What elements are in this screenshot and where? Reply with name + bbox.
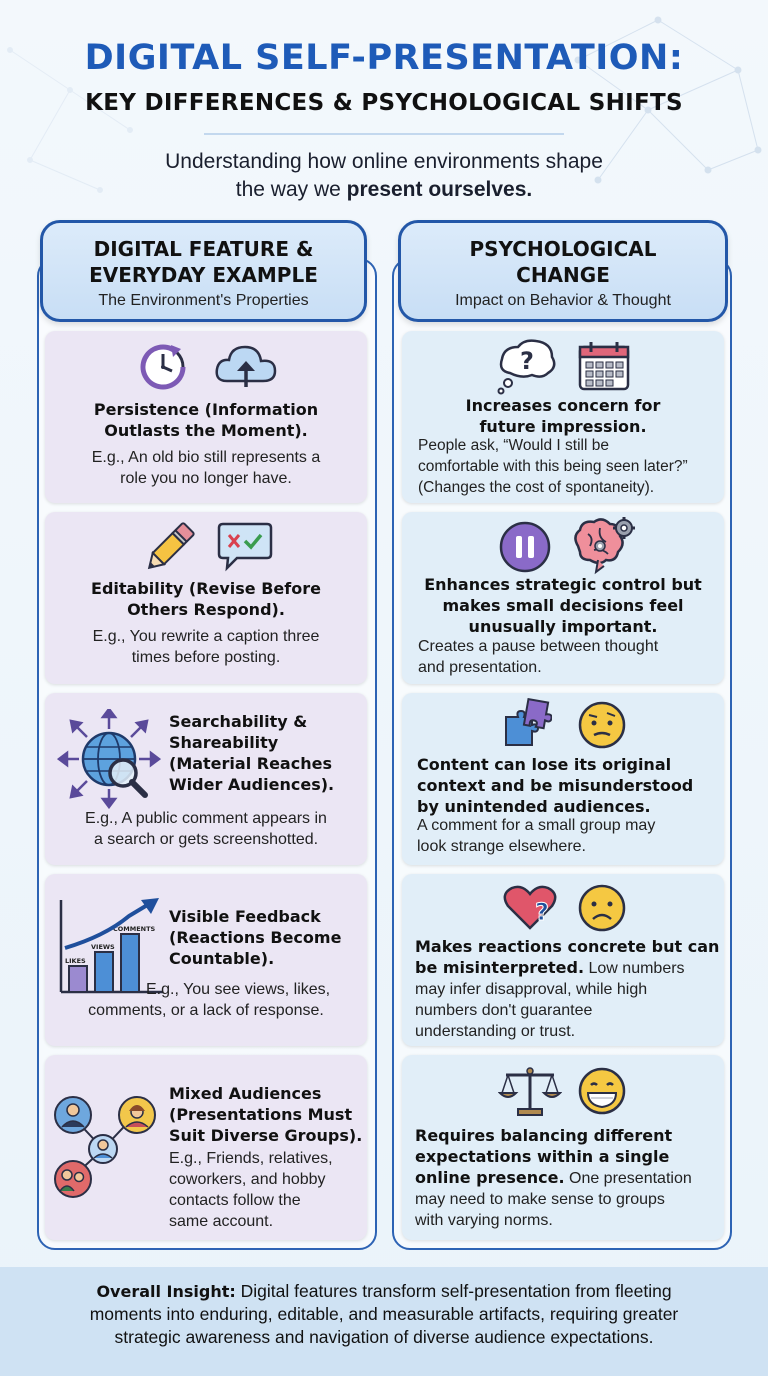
card-strategic-control bbox=[402, 512, 724, 684]
lost-context-title-line-1: Content can lose its original bbox=[417, 755, 672, 774]
confused-face-icon bbox=[576, 699, 628, 751]
searchability-title-line-1: Searchability & bbox=[169, 712, 308, 731]
left-heading-line-2: EVERYDAY EXAMPLE bbox=[89, 263, 318, 287]
future-impression-title bbox=[402, 395, 724, 437]
visible-feedback-example-line-1: E.g., You see views, likes, bbox=[146, 981, 331, 998]
concrete-reactions-title-line-2: be misinterpreted. bbox=[415, 958, 585, 977]
mixed-audiences-example-line-2: coworkers, and hobby bbox=[169, 1171, 326, 1188]
overall-insight-line-3: strategic awareness and navigation of diverse audience expectations. bbox=[114, 1327, 654, 1347]
searchability-example-line-1: E.g., A public comment appears in bbox=[85, 810, 327, 827]
left-column-subheading: The Environment's Properties bbox=[98, 292, 309, 309]
chart-label-comments: COMMENTS bbox=[113, 925, 156, 933]
persistence-example-line-2: role you no longer have. bbox=[120, 470, 292, 487]
future-impression-desc bbox=[418, 435, 722, 498]
calendar-icon bbox=[576, 339, 632, 393]
mixed-audiences-title-line-2: (Presentations Must bbox=[169, 1105, 353, 1124]
future-impression-desc-line-2: comfortable with this being seen later?” bbox=[418, 458, 688, 475]
strategic-control-title bbox=[402, 574, 724, 637]
card-searchability bbox=[45, 693, 367, 865]
balancing-expectations-title-line-2: expectations within a single bbox=[415, 1147, 670, 1166]
lost-context-desc bbox=[417, 815, 722, 857]
concrete-reactions-desc-line-2: numbers don't guarantee bbox=[415, 1002, 593, 1019]
svg-text:?: ? bbox=[520, 347, 534, 375]
searchability-example-line-2: a search or gets screenshotted. bbox=[93, 831, 319, 848]
mixed-audiences-example-line-3: contacts follow the bbox=[169, 1192, 301, 1209]
balancing-expectations-text bbox=[415, 1125, 725, 1231]
visible-feedback-title-line-2: (Reactions Become bbox=[169, 928, 342, 947]
intro-line-2-plain: the way we bbox=[235, 178, 347, 201]
pencil-icon bbox=[139, 518, 199, 578]
overall-insight-line-2: moments into enduring, editable, and measurable artifacts, requiring greater bbox=[89, 1304, 679, 1324]
future-impression-desc-line-3: (Changes the cost of spontaneity). bbox=[418, 479, 655, 496]
future-impression-desc-line-1: People ask, “Would I still be bbox=[418, 437, 609, 454]
overall-insight-line-1 bbox=[20, 1280, 748, 1303]
editability-example-line-1: E.g., You rewrite a caption three bbox=[92, 628, 320, 645]
masked-face-icon bbox=[576, 1065, 628, 1117]
persistence-title-line-1: Persistence (Information bbox=[93, 400, 319, 419]
persistence-example-line-1: E.g., An old bio still represents a bbox=[91, 449, 321, 466]
persistence-example bbox=[45, 447, 367, 489]
searchability-title-line-4: Wider Audiences). bbox=[169, 775, 335, 794]
clock-rewind-icon bbox=[135, 337, 195, 395]
card-future-impression bbox=[402, 331, 724, 503]
searchability-title-line-2: Shareability bbox=[169, 733, 279, 752]
overall-insight-line-1-text: Digital features transform self-presentation from fleeting bbox=[235, 1281, 672, 1301]
lost-context-title bbox=[417, 754, 722, 817]
strategic-control-desc bbox=[418, 636, 722, 678]
lost-context-title-line-2: context and be misunderstood bbox=[417, 776, 694, 795]
concrete-reactions-desc-lead: Low numbers bbox=[584, 960, 685, 977]
right-heading-line-2: CHANGE bbox=[516, 263, 610, 287]
lost-context-desc-line-2: look strange elsewhere. bbox=[417, 838, 586, 855]
right-heading-line-1: PSYCHOLOGICAL bbox=[469, 237, 657, 261]
intro-line-2 bbox=[0, 176, 768, 204]
chart-label-views: VIEWS bbox=[91, 943, 115, 951]
concrete-reactions-line-2 bbox=[415, 957, 725, 979]
strategic-control-title-line-3: unusually important. bbox=[468, 617, 658, 636]
strategic-control-desc-line-2: and presentation. bbox=[418, 659, 542, 676]
puzzle-icon bbox=[502, 697, 552, 751]
intro-text bbox=[0, 148, 768, 204]
mixed-audiences-title-line-3: Suit Diverse Groups). bbox=[169, 1126, 363, 1145]
strategic-control-title-line-2: makes small decisions feel bbox=[442, 596, 684, 615]
lost-context-desc-line-1: A comment for a small group may bbox=[417, 817, 656, 834]
chart-label-likes: LIKES bbox=[65, 957, 86, 965]
visible-feedback-title-line-3: Countable). bbox=[169, 949, 275, 968]
globe-search-icon bbox=[57, 709, 161, 809]
left-column-header bbox=[40, 220, 367, 322]
concrete-reactions-title-line-1: Makes reactions concrete but can bbox=[415, 937, 720, 956]
editability-example-line-2: times before posting. bbox=[131, 649, 281, 666]
title-divider bbox=[204, 133, 564, 135]
searchability-title-line-3: (Material Reaches bbox=[169, 754, 332, 773]
visible-feedback-title-line-1: Visible Feedback bbox=[169, 907, 321, 926]
balancing-expectations-desc-lead: One presentation bbox=[564, 1170, 692, 1187]
page-subtitle: KEY DIFFERENCES & PSYCHOLOGICAL SHIFTS bbox=[85, 90, 683, 116]
concrete-reactions-text bbox=[415, 936, 725, 1042]
overall-insight-banner bbox=[0, 1267, 768, 1376]
svg-text:?: ? bbox=[535, 898, 549, 926]
searchability-example bbox=[45, 808, 367, 850]
mixed-audiences-title bbox=[169, 1083, 365, 1146]
visible-feedback-title bbox=[169, 906, 364, 969]
concrete-reactions-desc-line-3: understanding or trust. bbox=[415, 1023, 576, 1040]
mixed-audiences-example bbox=[169, 1148, 365, 1232]
thought-question-icon bbox=[496, 337, 560, 395]
future-impression-title-line-1: Increases concern for bbox=[465, 396, 661, 415]
lost-context-title-line-3: by unintended audiences. bbox=[417, 797, 651, 816]
balancing-expectations-title-line-3: online presence. bbox=[415, 1168, 565, 1187]
intro-line-1: Understanding how online environments shape bbox=[165, 150, 603, 173]
persistence-title bbox=[45, 399, 367, 441]
right-column-heading bbox=[401, 236, 725, 288]
intro-line-2-bold: present ourselves. bbox=[346, 178, 533, 201]
balancing-expectations-line-3 bbox=[415, 1167, 725, 1189]
card-visible-feedback bbox=[45, 874, 367, 1046]
pause-icon bbox=[498, 520, 552, 574]
card-editability bbox=[45, 512, 367, 684]
visible-feedback-example-line-2: comments, or a lack of response. bbox=[88, 1002, 324, 1019]
card-lost-context bbox=[402, 693, 724, 865]
persistence-title-line-2: Outlasts the Moment). bbox=[104, 421, 308, 440]
page-title: DIGITAL SELF-PRESENTATION: bbox=[84, 38, 684, 78]
strategic-control-desc-line-1: Creates a pause between thought bbox=[418, 638, 659, 655]
future-impression-title-line-2: future impression. bbox=[479, 417, 647, 436]
editability-example bbox=[45, 626, 367, 668]
overall-insight-label: Overall Insight: bbox=[96, 1282, 236, 1301]
card-concrete-reactions bbox=[402, 874, 724, 1046]
mixed-audiences-example-line-1: E.g., Friends, relatives, bbox=[169, 1150, 333, 1167]
left-column-heading bbox=[43, 236, 364, 288]
mixed-audiences-title-line-1: Mixed Audiences bbox=[169, 1084, 322, 1103]
balancing-expectations-title-line-1: Requires balancing different bbox=[415, 1126, 673, 1145]
people-network-icon bbox=[51, 1087, 163, 1201]
cloud-upload-icon bbox=[213, 339, 279, 393]
strategic-control-title-line-1: Enhances strategic control but bbox=[424, 575, 702, 594]
concrete-reactions-desc-line-1: may infer disapproval, while high bbox=[415, 981, 648, 998]
balance-scale-icon bbox=[498, 1063, 562, 1119]
balancing-expectations-desc-line-2: with varying norms. bbox=[415, 1212, 553, 1229]
left-heading-line-1: DIGITAL FEATURE & bbox=[93, 237, 314, 261]
right-column-subheading: Impact on Behavior & Thought bbox=[455, 292, 671, 309]
chat-bubble-check-icon bbox=[215, 522, 275, 574]
searchability-title bbox=[169, 711, 364, 795]
heart-question-icon bbox=[502, 882, 558, 932]
editability-title bbox=[45, 578, 367, 620]
card-persistence bbox=[45, 331, 367, 503]
brain-gear-icon bbox=[570, 516, 636, 576]
right-column-header bbox=[398, 220, 728, 322]
editability-title-line-1: Editability (Revise Before bbox=[91, 579, 321, 598]
overall-insight-text bbox=[20, 1280, 748, 1349]
card-mixed-audiences bbox=[45, 1055, 367, 1240]
editability-title-line-2: Others Respond). bbox=[127, 600, 285, 619]
sad-face-icon bbox=[576, 882, 628, 934]
balancing-expectations-desc-line-1: may need to make sense to groups bbox=[415, 1191, 665, 1208]
mixed-audiences-example-line-4: same account. bbox=[169, 1213, 274, 1230]
card-balancing-expectations bbox=[402, 1055, 724, 1240]
